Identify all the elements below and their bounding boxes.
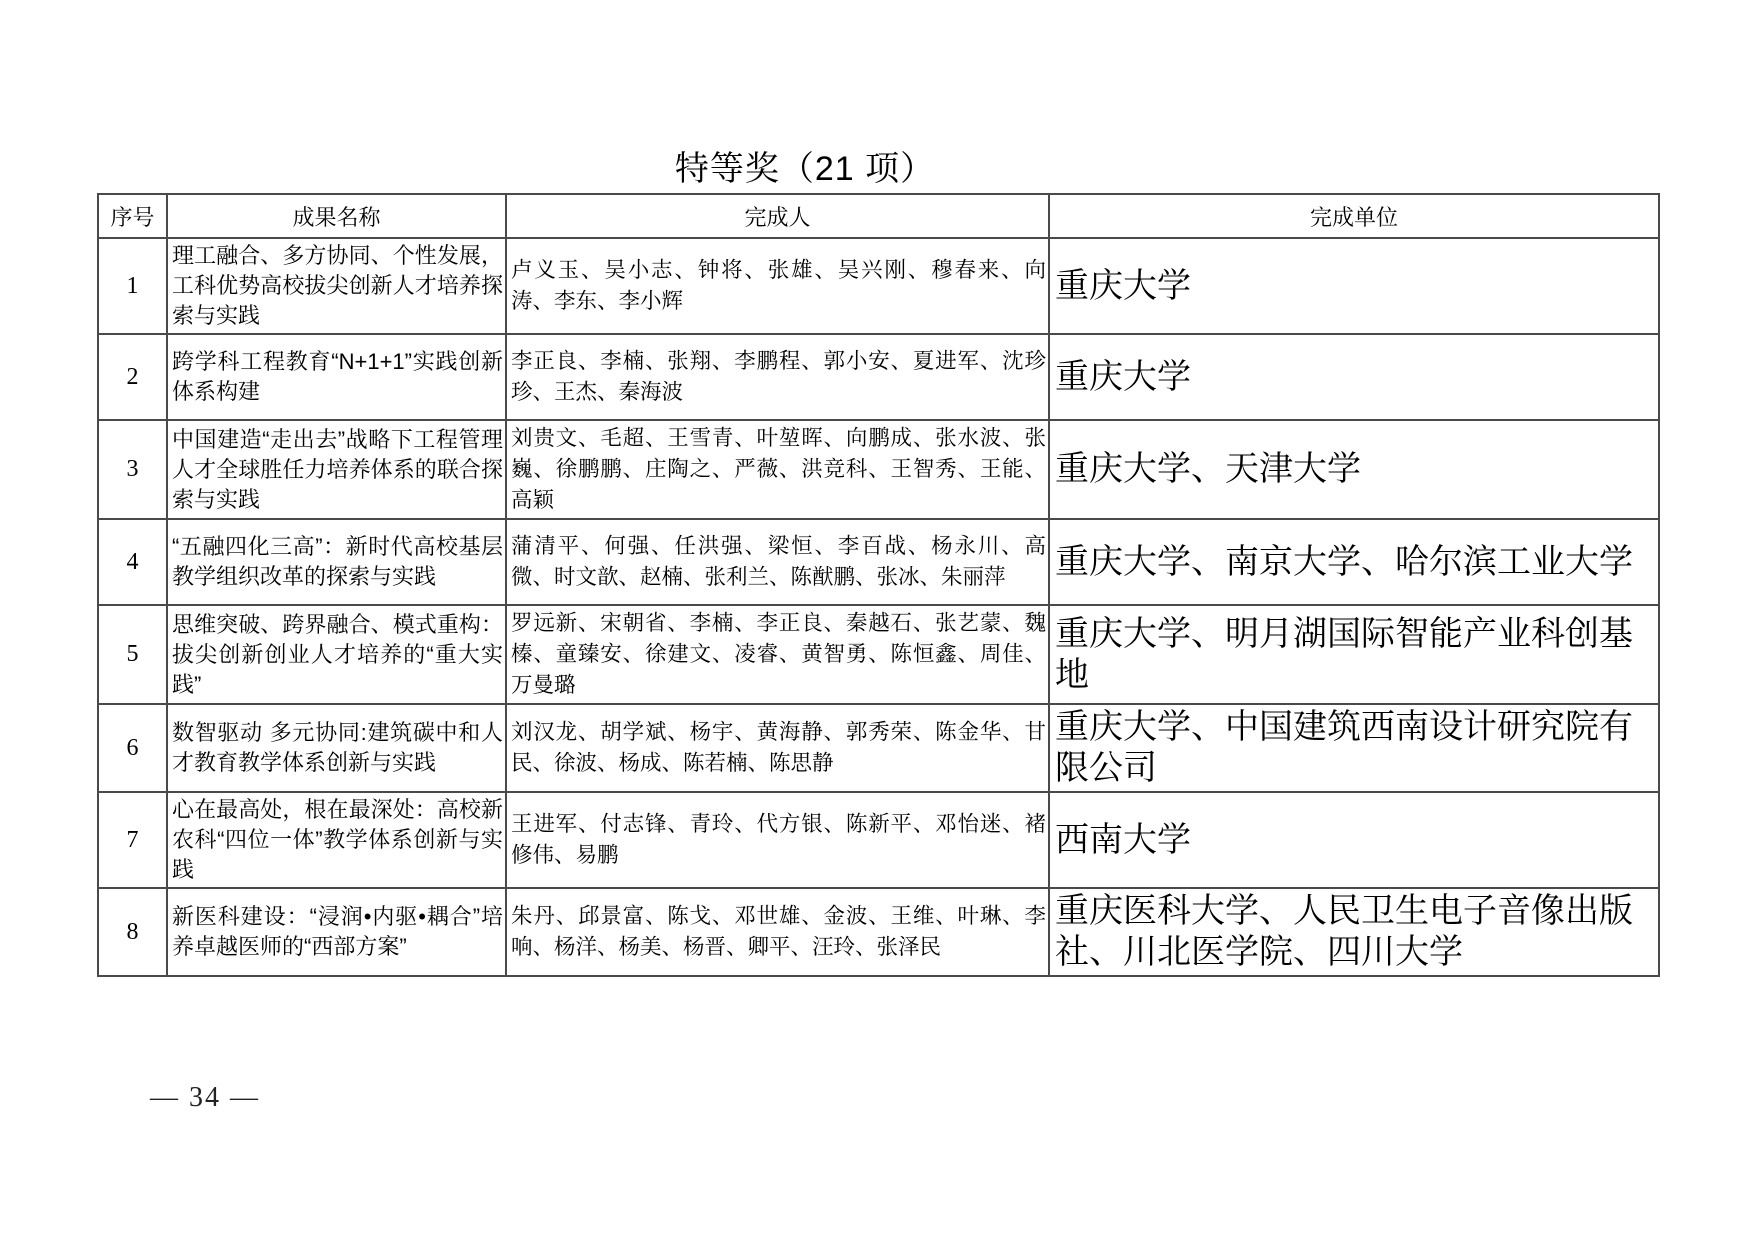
achievement-name-cell: 中国建造“走出去”战略下工程管理人才全球胜任力培养体系的联合探索与实践 [167, 420, 506, 519]
table-row [98, 605, 1659, 704]
row-index-cell: 5 [98, 605, 167, 704]
row-index-cell: 7 [98, 792, 167, 888]
organizations-cell: 重庆大学、天津大学 [1049, 420, 1659, 519]
organizations-cell: 西南大学 [1049, 792, 1659, 888]
table-row [98, 334, 1659, 420]
table-row [98, 888, 1659, 976]
page-number: — 34 — [150, 1082, 260, 1113]
achievement-name-cell: 思维突破、跨界融合、模式重构：拔尖创新创业人才培养的“重大实践” [167, 605, 506, 704]
contributors-cell: 刘汉龙、胡学斌、杨宇、黄海静、郭秀荣、陈金华、甘民、徐波、杨成、陈若楠、陈思静 [506, 704, 1049, 792]
table-row [98, 792, 1659, 888]
row-index-cell: 2 [98, 334, 167, 420]
achievement-name-cell: 数智驱动 多元协同:建筑碳中和人才教育教学体系创新与实践 [167, 704, 506, 792]
organizations-cell: 重庆医科大学、人民卫生电子音像出版社、川北医学院、四川大学 [1049, 888, 1659, 976]
header-org: 完成单位 [1049, 194, 1659, 238]
contributors-cell: 卢义玉、吴小志、钟将、张雄、吴兴刚、穆春来、向涛、李东、李小辉 [506, 238, 1049, 334]
row-index-cell: 8 [98, 888, 167, 976]
achievement-name-cell: “五融四化三高”：新时代高校基层教学组织改革的探索与实践 [167, 519, 506, 605]
organizations-cell: 重庆大学 [1049, 334, 1659, 420]
organizations-cell: 重庆大学、明月湖国际智能产业科创基地 [1049, 605, 1659, 704]
row-index-cell: 1 [98, 238, 167, 334]
contributors-cell: 罗远新、宋朝省、李楠、李正良、秦越石、张艺蒙、魏榛、童臻安、徐建文、凌睿、黄智勇、陈恒鑫、周佳、万曼璐 [506, 605, 1049, 704]
award-table [97, 193, 1660, 977]
contributors-cell: 朱丹、邱景富、陈戈、邓世雄、金波、王维、叶琳、李响、杨洋、杨美、杨晋、卿平、汪玲、张泽民 [506, 888, 1049, 976]
table-row [98, 519, 1659, 605]
table-row [98, 238, 1659, 334]
achievement-name-cell: 理工融合、多方协同、个性发展，工科优势高校拔尖创新人才培养探索与实践 [167, 238, 506, 334]
header-people: 完成人 [506, 194, 1049, 238]
contributors-cell: 李正良、李楠、张翔、李鹏程、郭小安、夏进军、沈珍珍、王杰、秦海波 [506, 334, 1049, 420]
achievement-name-cell: 心在最高处，根在最深处：高校新农科“四位一体”教学体系创新与实践 [167, 792, 506, 888]
header-no: 序号 [98, 194, 167, 238]
organizations-cell: 重庆大学 [1049, 238, 1659, 334]
contributors-cell: 刘贵文、毛超、王雪青、叶堃晖、向鹏成、张水波、张巍、徐鹏鹏、庄陶之、严薇、洪竞科、王智秀、王能、高颖 [506, 420, 1049, 519]
achievement-name-cell: 新医科建设：“浸润•内驱•耦合”培养卓越医师的“西部方案” [167, 888, 506, 976]
contributors-cell: 王进军、付志锋、青玲、代方银、陈新平、邓怡迷、褚修伟、易鹏 [506, 792, 1049, 888]
table-row [98, 420, 1659, 519]
achievement-name-cell: 跨学科工程教育“N+1+1”实践创新体系构建 [167, 334, 506, 420]
row-index-cell: 3 [98, 420, 167, 519]
table-header-row [98, 194, 1659, 238]
organizations-cell: 重庆大学、中国建筑西南设计研究院有限公司 [1049, 704, 1659, 792]
row-index-cell: 6 [98, 704, 167, 792]
organizations-cell: 重庆大学、南京大学、哈尔滨工业大学 [1049, 519, 1659, 605]
header-name: 成果名称 [167, 194, 506, 238]
table-row [98, 704, 1659, 792]
row-index-cell: 4 [98, 519, 167, 605]
page-title: 特等奖（21 项） [674, 150, 936, 188]
contributors-cell: 蒲清平、何强、任洪强、梁恒、李百战、杨永川、高微、时文歆、赵楠、张利兰、陈猷鹏、张冰、朱丽萍 [506, 519, 1049, 605]
